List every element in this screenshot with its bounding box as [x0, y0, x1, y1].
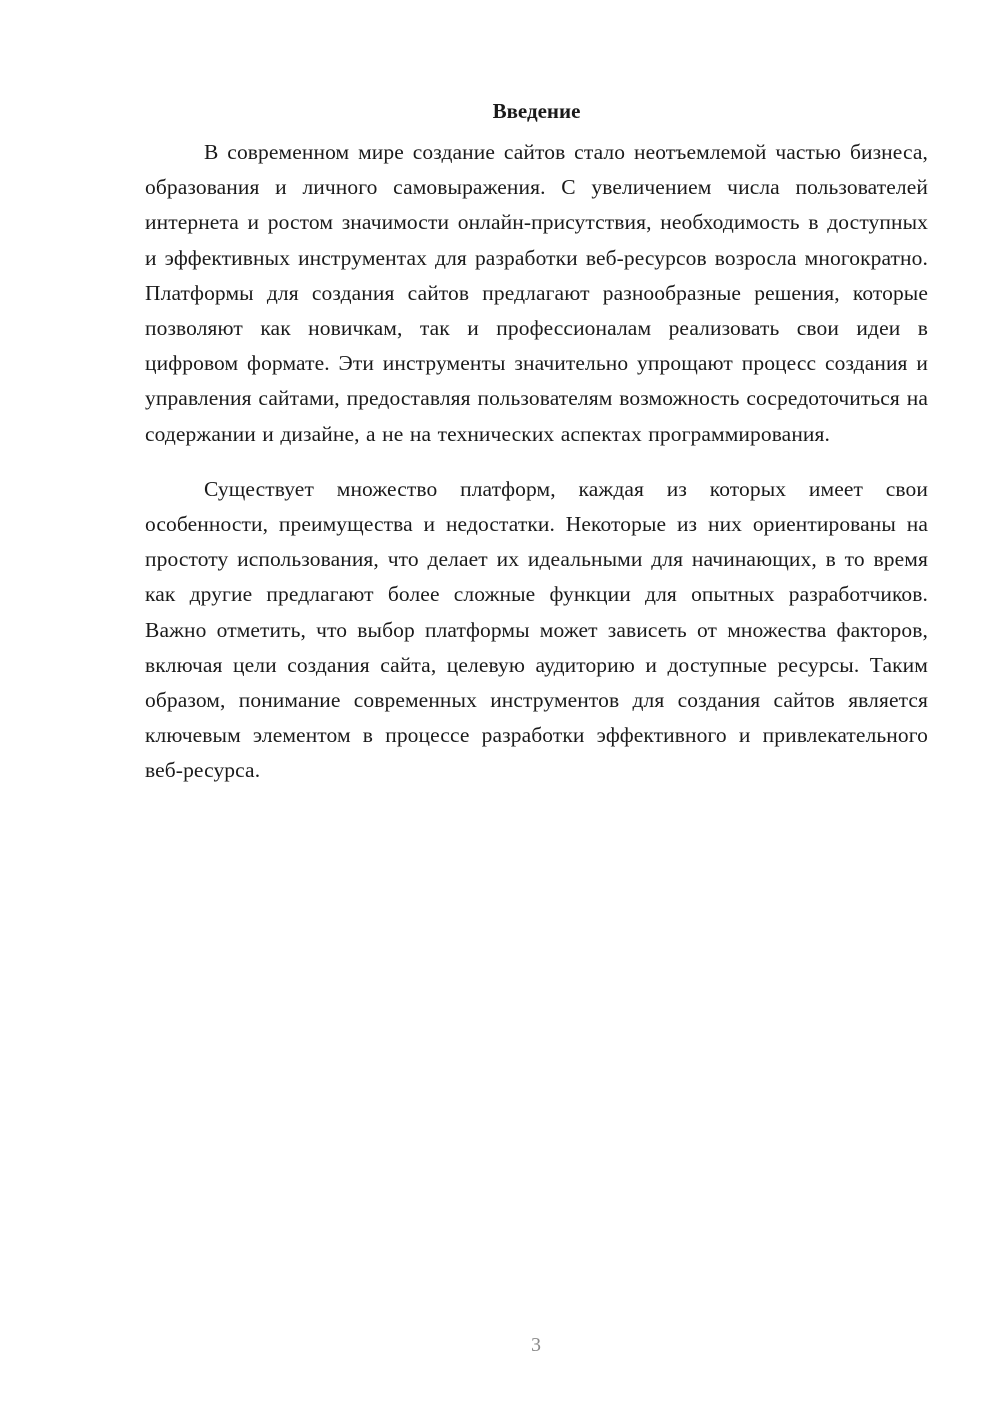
section-title: Введение — [492, 99, 581, 123]
page-content — [145, 97, 928, 789]
paragraph-2: Существует множество платформ, каждая из которых имеет свои особенности, преимущества и недостатки. Некоторые из них ориентированы на простоту использования, что делает их идеальными для начинающих, в то время как другие предлагают более сложные функции для опытных разработчиков. Важно отметить, что выбор платформы может зависеть от множества факторов, включая цели создания сайта, целевую аудиторию и доступные ресурсы. Таким образом, понимание современных инструментов для создания сайтов является ключевым элементом в процессе разработки эффективного и привлекательного веб-ресурса. — [145, 476, 928, 783]
page-number: 3 — [531, 1334, 541, 1356]
paragraph-1: В современном мире создание сайтов стало неотъемлемой частью бизнеса, образования и личного самовыражения. С увеличением числа пользователей интернета и ростом значимости онлайн-присутствия, необходимость в доступных и эффективных инструментах для разработки веб-ресурсов возросла многократно. Платформы для создания сайтов предлагают разнообразные решения, которые позволяют как новичкам, так и профессионалам реализовать свои идеи в цифровом формате. Эти инструменты значительно упрощают процесс создания и управления сайтами, предоставляя пользователям возможность сосредоточиться на содержании и дизайне, а не на технических аспектах программирования. — [145, 140, 928, 446]
